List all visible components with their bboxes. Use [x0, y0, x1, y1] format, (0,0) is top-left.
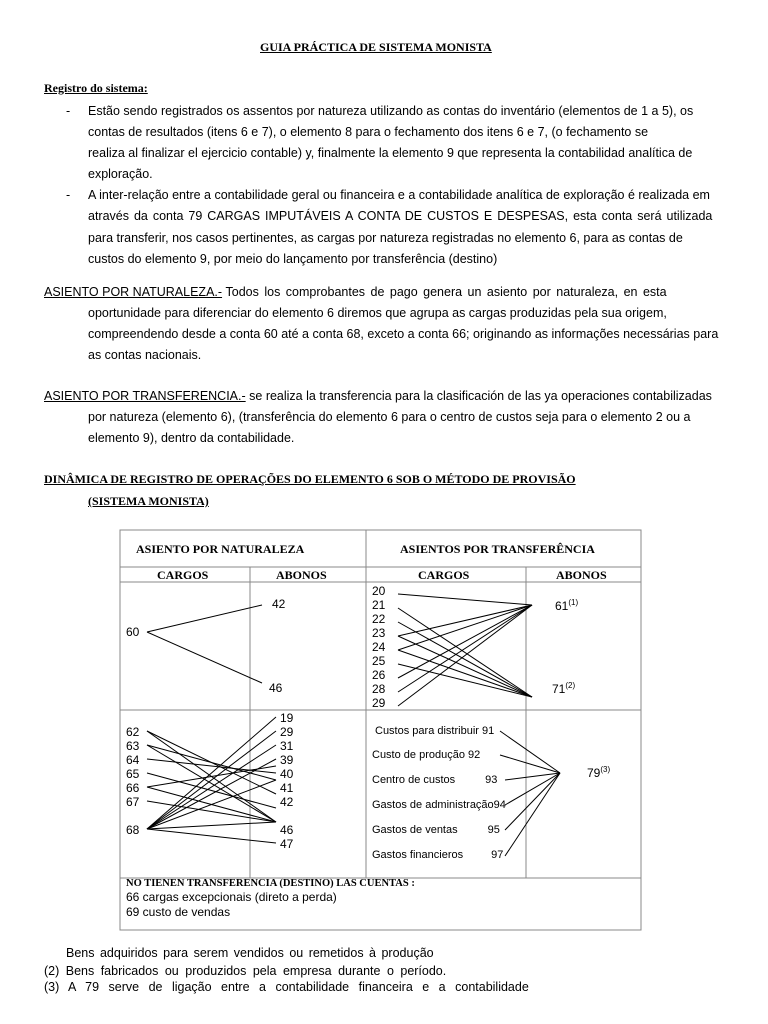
registro-bullet2-line1: A inter-relação entre a contabilidade geral ou financeira e a contabilidade analítica de exploração é realizada em — [88, 188, 710, 202]
account-25: 25 — [372, 654, 386, 668]
account-22: 22 — [372, 612, 386, 626]
registro-heading: Registro do sistema: — [44, 81, 148, 95]
connector-91-79 — [500, 731, 560, 773]
registro-bullet2-line3: para transferir, nos casos pertinentes, as cargas por natureza registradas no elemento 6, para as contas de — [88, 231, 683, 245]
connector-93-79 — [505, 773, 560, 780]
connector-26-61 — [398, 605, 532, 678]
account-60: 60 — [126, 625, 140, 639]
asiento-naturaleza-line3: compreendendo desde a conta 60 até a conta 68, exceto a conta 66; originando as informações necessárias para — [88, 327, 719, 341]
asiento-transferencia-line2: por natureza (elemento 6), (transferência do elemento 6 para o centro de custos seja para o elemento 2 ou a — [88, 410, 691, 424]
no-transfer-69: 69 custo de vendas — [126, 905, 231, 919]
asiento-naturaleza-line1: ASIENTO POR NATURALEZA.- Todos los comprobantes de pago genera un asiento por naturaleza, en esta — [44, 285, 667, 299]
account-71: 71$^{(2)}$ — [552, 681, 576, 696]
table-head-left: ASIENTO POR NATURALEZA — [136, 542, 305, 556]
account-65: 65 — [126, 767, 140, 781]
connector-60-46 — [147, 632, 262, 683]
table-head-right: ASIENTOS POR TRANSFERÊNCIA — [400, 542, 595, 556]
asiento-naturaleza-line4: as contas nacionais. — [88, 348, 202, 362]
account-62: 62 — [126, 725, 140, 739]
cost-item-94: Gastos de administração94 — [372, 799, 506, 811]
asiento-naturaleza-line2: oportunidade para diferenciar do elemento 6 diremos que agrupa as cargas produzidas pela sua origem, — [88, 306, 667, 320]
connector-68-46b — [147, 822, 276, 829]
account-26: 26 — [372, 668, 386, 682]
asiento-transferencia-label: ASIENTO POR TRANSFERENCIA.- — [44, 389, 246, 403]
registro-bullet2-line2: através da conta 79 CARGAS IMPUTÁVEIS A CONTA DE CUSTOS E DESPESAS, esta conta será utilizada — [88, 209, 713, 223]
registro-bullet1-line3: realiza al finalizar el ejercicio contable) y, finalmente la elemento 9 que representa la contabilidad analítica de — [88, 146, 693, 160]
asiento-transferencia-line1: ASIENTO POR TRANSFERENCIA.- se realiza la transferencia para la clasificación de las ya operaciones contabilizadas — [44, 389, 712, 403]
account-63: 63 — [126, 739, 140, 753]
account-68: 68 — [126, 823, 140, 837]
cost-item-97: Gastos financieros 97 — [372, 849, 504, 861]
account-20: 20 — [372, 584, 386, 598]
account-19: 19 — [280, 711, 294, 725]
account-79: 79$^{(3)}$ — [587, 765, 611, 780]
account-23: 23 — [372, 626, 386, 640]
account-42-top: 42 — [272, 597, 286, 611]
connector-92-79 — [500, 755, 560, 773]
connector-94-79 — [505, 773, 560, 805]
account-24: 24 — [372, 640, 386, 654]
account-31: 31 — [280, 739, 294, 753]
no-transfer-heading: NO TIENEN TRANSFERENCIA (DESTINO) LAS CUENTAS : — [126, 878, 415, 889]
account-67: 67 — [126, 795, 140, 809]
account-41: 41 — [280, 781, 294, 795]
note-2: (2) Bens fabricados ou produzidos pela empresa durante o período. — [44, 964, 447, 978]
account-21: 21 — [372, 598, 386, 612]
account-42-bottom: 42 — [280, 795, 294, 809]
connector-60-42 — [147, 605, 262, 632]
connector-68-47 — [147, 829, 276, 843]
asiento-transferencia-line3: elemento 9), dentro da contabilidade. — [88, 431, 295, 445]
account-66: 66 — [126, 781, 140, 795]
asiento-naturaleza-label: ASIENTO POR NATURALEZA.- — [44, 285, 223, 299]
account-28: 28 — [372, 682, 386, 696]
col-abonos-left: ABONOS — [276, 568, 327, 582]
connector-95-79 — [505, 773, 560, 830]
note-1: Bens adquiridos para serem vendidos ou remetidos à produção — [66, 946, 434, 960]
account-29-q2: 29 — [372, 696, 386, 710]
connector-64-40 — [147, 759, 276, 773]
note-3: (3) A 79 serve de ligação entre a contabilidade financeira e a contabilidade — [44, 980, 529, 994]
account-39: 39 — [280, 753, 294, 767]
registro-bullet1-line2: contas de resultados (itens 6 e 7), o elemento 8 para o fechamento dos itens 6 e 7, (o fechamento se — [88, 125, 649, 139]
registro-bullet1-line4: exploração. — [88, 167, 153, 181]
account-40: 40 — [280, 767, 294, 781]
col-cargos-left: CARGOS — [157, 568, 209, 582]
account-47: 47 — [280, 837, 294, 851]
connector-24-61 — [398, 605, 532, 650]
page-title: GUIA PRÁCTICA DE SISTEMA MONISTA — [260, 40, 492, 54]
cost-item-93: Centro de custos 93 — [372, 774, 498, 786]
bullet-dash-1: - — [66, 104, 71, 118]
account-61: 61$^{(1)}$ — [555, 598, 579, 613]
connector-24-71 — [398, 650, 532, 697]
connector-22-71 — [398, 622, 532, 697]
dinamica-title-line2: (SISTEMA MONISTA) — [88, 494, 209, 508]
connector-68-29 — [147, 731, 276, 829]
connector-25-71 — [398, 664, 532, 697]
cost-item-95: Gastos de ventas 95 — [372, 824, 500, 836]
account-64: 64 — [126, 753, 140, 767]
dinamica-title-line1: DINÂMICA DE REGISTRO DE OPERAÇÕES DO ELEMENTO 6 SOB O MÉTODO DE PROVISÃO — [44, 472, 576, 486]
connector-97-79 — [505, 773, 560, 856]
cost-item-92: Custo de produção 92 — [372, 749, 481, 761]
connector-65-42 — [147, 773, 276, 808]
col-abonos-right: ABONOS — [556, 568, 607, 582]
cost-item-91: Custos para distribuir 91 — [375, 725, 495, 737]
account-29-q3: 29 — [280, 725, 294, 739]
connector-28-61 — [398, 605, 532, 692]
no-transfer-66: 66 cargas excepcionais (direto a perda) — [126, 890, 337, 904]
connector-20-61 — [398, 594, 532, 605]
connector-63-40 — [147, 745, 276, 780]
bullet-dash-2: - — [66, 188, 71, 202]
col-cargos-right: CARGOS — [418, 568, 470, 582]
registro-bullet1-line1: Estão sendo registrados os assentos por natureza utilizando as contas do inventário (elementos de 1 a 5), os — [88, 104, 694, 118]
account-46-bottom: 46 — [280, 823, 294, 837]
connector-21-71 — [398, 608, 532, 697]
account-46-top: 46 — [269, 681, 283, 695]
connector-68-19 — [147, 717, 276, 829]
registro-bullet2-line4: custos do elemento 9, por meio do lançamento por transferência (destino) — [88, 252, 498, 266]
